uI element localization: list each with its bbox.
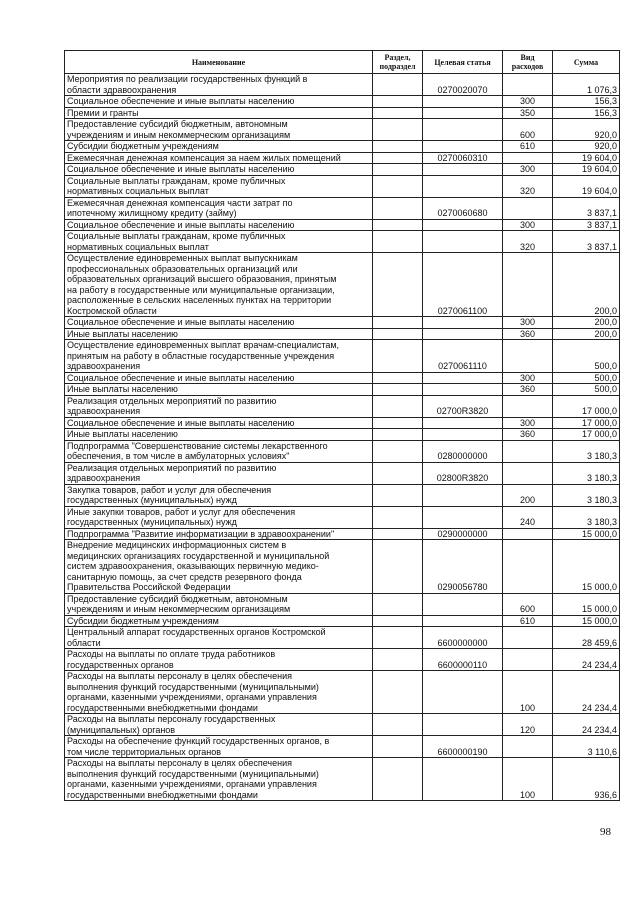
table-row bbox=[65, 593, 620, 615]
cell-section bbox=[373, 540, 423, 594]
table-row bbox=[65, 714, 620, 736]
cell-section bbox=[373, 440, 423, 462]
table-body bbox=[65, 74, 620, 801]
cell-sum: 19 604,0 bbox=[553, 152, 620, 164]
cell-sum: 500,0 bbox=[553, 340, 620, 373]
table-row bbox=[65, 758, 620, 801]
table-row bbox=[65, 219, 620, 231]
cell-name: Расходы на выплаты персоналу в целях обеспечения выполнения функций государственными (муниципальными) органами, казенными учреждениями, органами управления государственными внебюджетными фондами bbox=[65, 671, 373, 714]
cell-type bbox=[503, 152, 553, 164]
cell-name: Иные выплаты населению bbox=[65, 384, 373, 396]
table-row bbox=[65, 96, 620, 108]
table-row bbox=[65, 372, 620, 384]
table-row bbox=[65, 417, 620, 429]
cell-name: Социальные выплаты гражданам, кроме публичных нормативных социальных выплат bbox=[65, 175, 373, 197]
cell-section bbox=[373, 671, 423, 714]
cell-sum: 15 000,0 bbox=[553, 528, 620, 540]
header-type: Вид расходов bbox=[503, 51, 553, 74]
cell-sum: 3 837,1 bbox=[553, 231, 620, 253]
cell-target: 02800R3820 bbox=[423, 462, 503, 484]
cell-type bbox=[503, 540, 553, 594]
cell-section bbox=[373, 219, 423, 231]
cell-target: 0280000000 bbox=[423, 440, 503, 462]
cell-type: 200 bbox=[503, 484, 553, 506]
cell-sum: 156,3 bbox=[553, 107, 620, 119]
cell-section bbox=[373, 317, 423, 329]
cell-section bbox=[373, 736, 423, 758]
cell-type bbox=[503, 74, 553, 96]
header-target: Целевая статья bbox=[423, 51, 503, 74]
cell-sum: 17 000,0 bbox=[553, 417, 620, 429]
cell-section bbox=[373, 231, 423, 253]
cell-sum: 920,0 bbox=[553, 141, 620, 153]
cell-section bbox=[373, 96, 423, 108]
cell-name: Предоставление субсидий бюджетным, автономным учреждениям и иным некоммерческим организациям bbox=[65, 119, 373, 141]
table-row bbox=[65, 74, 620, 96]
cell-type bbox=[503, 253, 553, 317]
cell-name: Реализация отдельных мероприятий по развитию здравоохранения bbox=[65, 462, 373, 484]
table-row bbox=[65, 649, 620, 671]
cell-sum: 15 000,0 bbox=[553, 615, 620, 627]
cell-name: Премии и гранты bbox=[65, 107, 373, 119]
cell-sum: 200,0 bbox=[553, 328, 620, 340]
cell-sum: 3 180,3 bbox=[553, 484, 620, 506]
cell-section bbox=[373, 417, 423, 429]
cell-type: 610 bbox=[503, 615, 553, 627]
cell-sum: 920,0 bbox=[553, 119, 620, 141]
table-row bbox=[65, 141, 620, 153]
cell-name: Социальное обеспечение и иные выплаты населению bbox=[65, 317, 373, 329]
cell-sum: 19 604,0 bbox=[553, 164, 620, 176]
cell-section bbox=[373, 593, 423, 615]
cell-section bbox=[373, 506, 423, 528]
table-row bbox=[65, 340, 620, 373]
cell-section bbox=[373, 372, 423, 384]
cell-name: Социальное обеспечение и иные выплаты населению bbox=[65, 164, 373, 176]
cell-type: 300 bbox=[503, 96, 553, 108]
cell-sum: 19 604,0 bbox=[553, 175, 620, 197]
cell-name: Расходы на выплаты по оплате труда работников государственных органов bbox=[65, 649, 373, 671]
cell-name: Иные выплаты населению bbox=[65, 429, 373, 441]
cell-type: 360 bbox=[503, 429, 553, 441]
cell-name: Иные закупки товаров, работ и услуг для обеспечения государственных (муниципальных) нужд bbox=[65, 506, 373, 528]
cell-type: 240 bbox=[503, 506, 553, 528]
cell-section bbox=[373, 714, 423, 736]
header-name: Наименование bbox=[65, 51, 373, 74]
cell-type bbox=[503, 340, 553, 373]
cell-target bbox=[423, 175, 503, 197]
cell-target bbox=[423, 164, 503, 176]
cell-type bbox=[503, 395, 553, 417]
cell-type: 100 bbox=[503, 671, 553, 714]
cell-name: Центральный аппарат государственных органов Костромской области bbox=[65, 627, 373, 649]
cell-section bbox=[373, 528, 423, 540]
cell-section bbox=[373, 107, 423, 119]
cell-sum: 500,0 bbox=[553, 372, 620, 384]
cell-type: 600 bbox=[503, 593, 553, 615]
cell-name: Подпрограмма "Совершенствование системы лекарственного обеспечения, в том числе в амбулаторных условиях" bbox=[65, 440, 373, 462]
cell-target bbox=[423, 758, 503, 801]
cell-name: Социальные выплаты гражданам, кроме публичных нормативных социальных выплат bbox=[65, 231, 373, 253]
cell-section bbox=[373, 340, 423, 373]
cell-sum: 1 076,3 bbox=[553, 74, 620, 96]
cell-section bbox=[373, 615, 423, 627]
cell-type: 350 bbox=[503, 107, 553, 119]
cell-name: Субсидии бюджетным учреждениям bbox=[65, 141, 373, 153]
cell-type: 300 bbox=[503, 372, 553, 384]
cell-name: Социальное обеспечение и иные выплаты населению bbox=[65, 417, 373, 429]
cell-type: 300 bbox=[503, 164, 553, 176]
cell-section bbox=[373, 253, 423, 317]
table-row bbox=[65, 429, 620, 441]
cell-section bbox=[373, 152, 423, 164]
cell-target bbox=[423, 615, 503, 627]
cell-name: Мероприятия по реализации государственных функций в области здравоохранения bbox=[65, 74, 373, 96]
cell-target: 0290056780 bbox=[423, 540, 503, 594]
cell-sum: 3 180,3 bbox=[553, 462, 620, 484]
cell-type: 320 bbox=[503, 231, 553, 253]
cell-target bbox=[423, 417, 503, 429]
cell-name: Расходы на выплаты персоналу государственных (муниципальных) органов bbox=[65, 714, 373, 736]
cell-target bbox=[423, 671, 503, 714]
table-row bbox=[65, 671, 620, 714]
table-row bbox=[65, 540, 620, 594]
cell-target bbox=[423, 119, 503, 141]
header-section: Раздел, подраздел bbox=[373, 51, 423, 74]
cell-section bbox=[373, 462, 423, 484]
cell-type: 300 bbox=[503, 219, 553, 231]
table-row bbox=[65, 197, 620, 219]
cell-target bbox=[423, 141, 503, 153]
cell-name: Социальное обеспечение и иные выплаты населению bbox=[65, 96, 373, 108]
cell-sum: 24 234,4 bbox=[553, 649, 620, 671]
table-row bbox=[65, 164, 620, 176]
cell-target: 6600000110 bbox=[423, 649, 503, 671]
cell-name: Внедрение медицинских информационных систем в медицинских организациях государственной и муниципальной систем здравоохранения, оказывающих первичную медико- санитарную помощь, за счет средств резервного фонда Правительства Российской Федерации bbox=[65, 540, 373, 594]
cell-section bbox=[373, 141, 423, 153]
cell-section bbox=[373, 328, 423, 340]
cell-name: Осуществление единовременных выплат врачам-специалистам, принятым на работу в областные государственные учреждения здравоохранения bbox=[65, 340, 373, 373]
cell-section bbox=[373, 74, 423, 96]
table-header bbox=[65, 51, 620, 74]
table-row bbox=[65, 627, 620, 649]
table-row bbox=[65, 253, 620, 317]
cell-type: 300 bbox=[503, 417, 553, 429]
cell-target: 0270060310 bbox=[423, 152, 503, 164]
cell-target bbox=[423, 506, 503, 528]
cell-section bbox=[373, 119, 423, 141]
header-sum: Сумма bbox=[553, 51, 620, 74]
cell-sum: 3 837,1 bbox=[553, 197, 620, 219]
table-row bbox=[65, 736, 620, 758]
cell-sum: 3 837,1 bbox=[553, 219, 620, 231]
budget-table bbox=[64, 50, 620, 801]
cell-sum: 24 234,4 bbox=[553, 671, 620, 714]
cell-sum: 15 000,0 bbox=[553, 540, 620, 594]
table-row bbox=[65, 484, 620, 506]
table-row bbox=[65, 328, 620, 340]
cell-section bbox=[373, 429, 423, 441]
cell-type: 300 bbox=[503, 317, 553, 329]
cell-type: 360 bbox=[503, 328, 553, 340]
table-row bbox=[65, 119, 620, 141]
table-row bbox=[65, 395, 620, 417]
cell-type: 100 bbox=[503, 758, 553, 801]
cell-name: Расходы на обеспечение функций государственных органов, в том числе территориальных органов bbox=[65, 736, 373, 758]
cell-target bbox=[423, 107, 503, 119]
cell-name: Предоставление субсидий бюджетным, автономным учреждениям и иным некоммерческим организациям bbox=[65, 593, 373, 615]
cell-type bbox=[503, 197, 553, 219]
cell-section bbox=[373, 197, 423, 219]
table-row bbox=[65, 440, 620, 462]
cell-target bbox=[423, 96, 503, 108]
table-row bbox=[65, 152, 620, 164]
cell-type: 610 bbox=[503, 141, 553, 153]
cell-type bbox=[503, 528, 553, 540]
cell-section bbox=[373, 395, 423, 417]
cell-target: 6600000190 bbox=[423, 736, 503, 758]
cell-name: Социальное обеспечение и иные выплаты населению bbox=[65, 372, 373, 384]
cell-name: Подпрограмма "Развитие информатизации в здравоохранении" bbox=[65, 528, 373, 540]
cell-sum: 17 000,0 bbox=[553, 429, 620, 441]
cell-sum: 200,0 bbox=[553, 317, 620, 329]
table-row bbox=[65, 317, 620, 329]
cell-sum: 15 000,0 bbox=[553, 593, 620, 615]
cell-type: 360 bbox=[503, 384, 553, 396]
cell-name: Субсидии бюджетным учреждениям bbox=[65, 615, 373, 627]
cell-section bbox=[373, 164, 423, 176]
cell-name: Иные выплаты населению bbox=[65, 328, 373, 340]
table-row bbox=[65, 107, 620, 119]
cell-section bbox=[373, 175, 423, 197]
table-row bbox=[65, 175, 620, 197]
cell-type bbox=[503, 462, 553, 484]
header-row bbox=[65, 51, 620, 74]
cell-sum: 3 180,3 bbox=[553, 506, 620, 528]
cell-target bbox=[423, 317, 503, 329]
cell-sum: 28 459,6 bbox=[553, 627, 620, 649]
cell-target bbox=[423, 219, 503, 231]
cell-sum: 936,6 bbox=[553, 758, 620, 801]
cell-section bbox=[373, 484, 423, 506]
table-row bbox=[65, 384, 620, 396]
cell-target bbox=[423, 593, 503, 615]
cell-name: Закупка товаров, работ и услуг для обеспечения государственных (муниципальных) нужд bbox=[65, 484, 373, 506]
cell-sum: 3 110,6 bbox=[553, 736, 620, 758]
cell-section bbox=[373, 384, 423, 396]
cell-name: Ежемесячная денежная компенсация части затрат по ипотечному жилищному кредиту (займу) bbox=[65, 197, 373, 219]
cell-target bbox=[423, 231, 503, 253]
cell-target bbox=[423, 372, 503, 384]
cell-target bbox=[423, 714, 503, 736]
cell-sum: 156,3 bbox=[553, 96, 620, 108]
cell-type bbox=[503, 627, 553, 649]
cell-type: 120 bbox=[503, 714, 553, 736]
cell-type: 600 bbox=[503, 119, 553, 141]
cell-type bbox=[503, 736, 553, 758]
cell-sum: 500,0 bbox=[553, 384, 620, 396]
table-row bbox=[65, 231, 620, 253]
cell-target bbox=[423, 484, 503, 506]
cell-type: 320 bbox=[503, 175, 553, 197]
table-row bbox=[65, 528, 620, 540]
page-number: 98 bbox=[600, 826, 611, 838]
cell-target: 0270060680 bbox=[423, 197, 503, 219]
cell-section bbox=[373, 758, 423, 801]
cell-target bbox=[423, 429, 503, 441]
cell-target: 0270061110 bbox=[423, 340, 503, 373]
cell-target bbox=[423, 384, 503, 396]
cell-name: Социальное обеспечение и иные выплаты населению bbox=[65, 219, 373, 231]
cell-target: 0270061100 bbox=[423, 253, 503, 317]
cell-target: 02700R3820 bbox=[423, 395, 503, 417]
cell-sum: 17 000,0 bbox=[553, 395, 620, 417]
cell-name: Осуществление единовременных выплат выпускникам профессиональных образовательных организаций или образовательных организаций высшего образования, принятым на работу в государственные или муниципальные организации, расположенные в сельских населенных пунктах на территории Костромской области bbox=[65, 253, 373, 317]
cell-name: Расходы на выплаты персоналу в целях обеспечения выполнения функций государственными (муниципальными) органами, казенными учреждениями, органами управления государственными внебюджетными фондами bbox=[65, 758, 373, 801]
cell-sum: 200,0 bbox=[553, 253, 620, 317]
cell-section bbox=[373, 627, 423, 649]
table-row bbox=[65, 615, 620, 627]
cell-name: Ежемесячная денежная компенсация за наем жилых помещений bbox=[65, 152, 373, 164]
table-row bbox=[65, 506, 620, 528]
cell-sum: 3 180,3 bbox=[553, 440, 620, 462]
cell-target bbox=[423, 328, 503, 340]
cell-name: Реализация отдельных мероприятий по развитию здравоохранения bbox=[65, 395, 373, 417]
table-row bbox=[65, 462, 620, 484]
cell-type bbox=[503, 649, 553, 671]
cell-sum: 24 234,4 bbox=[553, 714, 620, 736]
cell-type bbox=[503, 440, 553, 462]
cell-target: 6600000000 bbox=[423, 627, 503, 649]
cell-target: 0290000000 bbox=[423, 528, 503, 540]
cell-target: 0270020070 bbox=[423, 74, 503, 96]
cell-section bbox=[373, 649, 423, 671]
